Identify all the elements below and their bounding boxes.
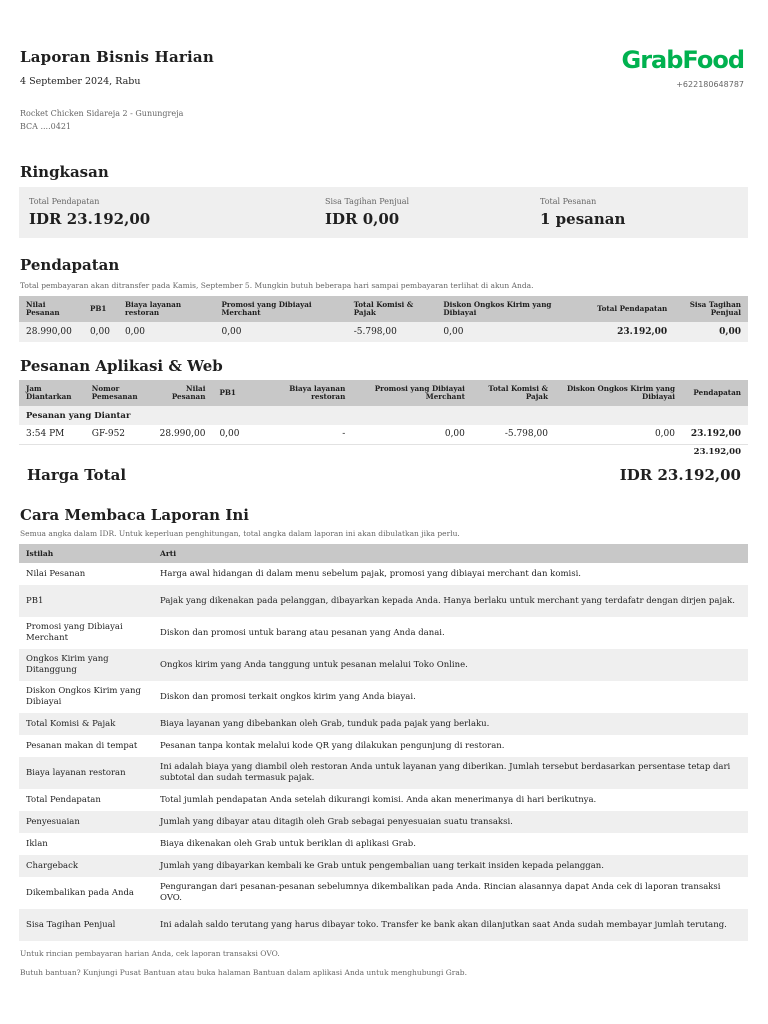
- pesanan-heading: Pesanan Aplikasi & Web: [20, 357, 223, 375]
- cell: -5.798,00: [353, 327, 397, 337]
- glossary-row: [19, 789, 748, 811]
- glossary-row: [19, 681, 748, 713]
- cell: 0,00: [221, 327, 242, 337]
- subtotal-row: [19, 444, 748, 460]
- glossary-row: [19, 617, 748, 649]
- summary-heading: Ringkasan: [20, 163, 109, 181]
- glossary-term: Ongkos Kirim yang Ditanggung: [26, 654, 109, 675]
- cell: GF-952: [91, 429, 126, 440]
- group-row: [19, 406, 748, 425]
- glossary-meaning: Diskon dan promosi untuk barang atau pesanan yang Anda danai.: [160, 627, 445, 638]
- glossary-row: [19, 811, 748, 833]
- glossary-term: Biaya layanan restoran: [26, 767, 126, 778]
- glossary-row: [19, 855, 748, 877]
- col-header: PB1: [219, 388, 236, 397]
- glossary-meaning: Total jumlah pendapatan Anda setelah dikurangi komisi. Anda akan menerimanya di hari berikutnya.: [160, 794, 597, 805]
- summary-label: Total Pendapatan: [29, 197, 100, 206]
- summary-box: [19, 187, 748, 238]
- col-header: PB1: [89, 304, 107, 313]
- pesanan-table: [19, 380, 748, 460]
- footer-help-note: Butuh bantuan? Kunjungi Pusat Bantuan atau buka halaman Bantuan dalam aplikasi Anda untuk menghubungi Grab.: [20, 968, 467, 977]
- cell: 28.990,00: [159, 429, 206, 440]
- summary-value: IDR 23.192,00: [29, 210, 151, 228]
- glossary-row: [19, 909, 748, 941]
- subtotal-value: 23.192,00: [693, 447, 741, 458]
- store-name: Rocket Chicken Sidareja 2 - Gunungreja: [20, 109, 184, 118]
- glossary-meaning: Harga awal hidangan di dalam menu sebelum pajak, promosi yang dibiayai merchant dan komisi.: [160, 568, 581, 579]
- logo-food-text: Food: [682, 46, 744, 74]
- glossary-term: Nilai Pesanan: [26, 568, 86, 579]
- summary-value: IDR 0,00: [325, 210, 400, 228]
- cell: 0,00: [444, 429, 465, 440]
- cell: 0,00: [719, 327, 741, 337]
- glossary-term: Penyesuaian: [26, 816, 80, 827]
- glossary-term: Diskon Ongkos Kirim yang Dibiayai: [26, 686, 141, 707]
- phone-number: +622180648787: [676, 80, 744, 89]
- glossary-meaning: Jumlah yang dibayar atau ditagih oleh Grab sebagai penyesuaian suatu transaksi.: [160, 816, 513, 827]
- cell: 0,00: [124, 327, 145, 337]
- glossary-term: Total Komisi & Pajak: [26, 718, 116, 729]
- col-header: Diskon Ongkos Kirim yang Dibiayai: [443, 300, 552, 317]
- report-title: Laporan Bisnis Harian: [20, 48, 214, 66]
- cell: 28.990,00: [26, 327, 72, 337]
- col-header: Jam Diantarkan: [26, 384, 72, 401]
- col-header: Nilai Pesanan: [26, 300, 60, 317]
- pendapatan-note: Total pembayaran akan ditransfer pada Kamis, September 5. Mungkin butuh beberapa hari sampai pembayaran terlihat di akun Anda.: [20, 281, 534, 290]
- summary-total-pesanan: [540, 197, 625, 228]
- glossary-row: [19, 585, 748, 617]
- glossary-meaning: Ini adalah saldo terutang yang harus dibayar toko. Transfer ke bank akan dilanjutkan saat Anda sudah membayar jumlah terutang.: [160, 919, 727, 930]
- col-header: Total Pendapatan: [597, 304, 668, 313]
- glossary-meaning: Jumlah yang dibayarkan kembali ke Grab untuk pengembalian uang terkait insiden kepada pelanggan.: [160, 860, 604, 871]
- cell: -: [342, 429, 346, 440]
- glossary-meaning: Pesanan tanpa kontak melalui kode QR yang dilakukan pengunjung di restoran.: [160, 740, 505, 751]
- glossary-meaning: Ini adalah biaya yang diambil oleh restoran Anda untuk layanan yang diberikan. Jumlah tersebut berdasarkan persentase tetap dari subtotal dan sudah termasuk pajak.: [160, 762, 731, 783]
- col-header: Promosi yang Dibiayai Merchant: [374, 384, 465, 401]
- glossary-term: Pesanan makan di tempat: [26, 740, 138, 751]
- glossary-term: Dikembalikan pada Anda: [26, 887, 134, 898]
- glossary-term: Total Pendapatan: [26, 794, 101, 805]
- glossary-note: Semua angka dalam IDR. Untuk keperluan penghitungan, total angka dalam laporan ini akan dibulatkan jika perlu.: [20, 529, 460, 538]
- glossary-row: [19, 563, 748, 585]
- total-value: IDR 23.192,00: [619, 466, 741, 484]
- glossary-row: [19, 833, 748, 855]
- glossary-meaning: Biaya dikenakan oleh Grab untuk beriklan di aplikasi Grab.: [160, 838, 416, 849]
- glossary-meaning: Pajak yang dikenakan pada pelanggan, dibayarkan kepada Anda. Hanya berlaku untuk merchant yang terdafatr dengan dirjen pajak.: [160, 595, 735, 606]
- glossary-row: [19, 757, 748, 789]
- summary-total-pendapatan: [29, 197, 150, 228]
- cell: 0,00: [654, 429, 675, 440]
- col-header: Promosi yang Dibiayai Merchant: [221, 300, 312, 317]
- cell: 0,00: [219, 429, 240, 440]
- grabfood-logo: [622, 46, 745, 74]
- glossary-term: Promosi yang Dibiayai Merchant: [26, 622, 123, 643]
- col-header: Biaya layanan restoran: [289, 384, 346, 401]
- group-label: Pesanan yang Diantar: [26, 410, 131, 421]
- table-header-row: [19, 296, 748, 322]
- cell: -5.798,00: [504, 429, 548, 440]
- table-header-row: [19, 380, 748, 406]
- table-row: [19, 322, 748, 342]
- col-header: Nomor Pemesanan: [91, 384, 138, 401]
- col-header: Total Komisi & Pajak: [353, 300, 414, 317]
- total-label: Harga Total: [27, 466, 127, 484]
- summary-label: Total Pesanan: [540, 197, 597, 206]
- glossary-row: [19, 649, 748, 681]
- pendapatan-heading: Pendapatan: [20, 256, 120, 274]
- col-header: Pendapatan: [693, 388, 741, 397]
- glossary-term: PB1: [26, 595, 44, 606]
- glossary-row: [19, 735, 748, 757]
- col-header: Sisa Tagihan Penjual: [689, 300, 741, 317]
- logo-grab-text: Grab: [621, 46, 683, 74]
- glossary-meaning: Biaya layanan yang dibebankan oleh Grab, tunduk pada pajak yang berlaku.: [160, 718, 490, 729]
- summary-value: 1 pesanan: [540, 210, 626, 228]
- col-header: Istilah: [26, 548, 54, 558]
- col-header: Nilai Pesanan: [171, 384, 206, 401]
- table-header-row: [19, 544, 748, 563]
- cell: 3:54 PM: [26, 429, 65, 440]
- summary-label: Sisa Tagihan Penjual: [325, 197, 410, 206]
- col-header: Total Komisi & Pajak: [488, 384, 548, 401]
- glossary-table: [19, 544, 748, 941]
- glossary-term: Chargeback: [26, 860, 79, 871]
- glossary-meaning: Ongkos kirim yang Anda tanggung untuk pesanan melalui Toko Online.: [160, 659, 468, 670]
- col-header: Arti: [160, 548, 177, 558]
- bank-account: BCA ....0421: [20, 122, 71, 131]
- col-header: Diskon Ongkos Kirim yang Dibiayai: [566, 384, 675, 401]
- cell: 0,00: [443, 327, 464, 337]
- table-row: [19, 425, 748, 444]
- pendapatan-table: [19, 296, 748, 342]
- glossary-heading: Cara Membaca Laporan Ini: [20, 506, 249, 524]
- footer-ovo-note: Untuk rincian pembayaran harian Anda, cek laporan transaksi OVO.: [20, 949, 280, 958]
- summary-sisa-tagihan: [325, 197, 409, 228]
- glossary-row: [19, 877, 748, 909]
- report-date: 4 September 2024, Rabu: [20, 76, 141, 87]
- col-header: Biaya layanan restoran: [124, 300, 182, 317]
- cell: 23.192,00: [617, 327, 668, 337]
- glossary-meaning: Diskon dan promosi terkait ongkos kirim yang Anda biayai.: [160, 691, 416, 702]
- glossary-term: Sisa Tagihan Penjual: [26, 919, 116, 930]
- cell: 0,00: [89, 327, 110, 337]
- glossary-row: [19, 713, 748, 735]
- glossary-meaning: Pengurangan dari pesanan-pesanan sebelumnya dikembalikan pada Anda. Rincian alasannya dapat Anda cek di laporan transaksi OVO.: [160, 882, 721, 903]
- glossary-term: Iklan: [26, 838, 48, 849]
- cell: 23.192,00: [690, 429, 741, 440]
